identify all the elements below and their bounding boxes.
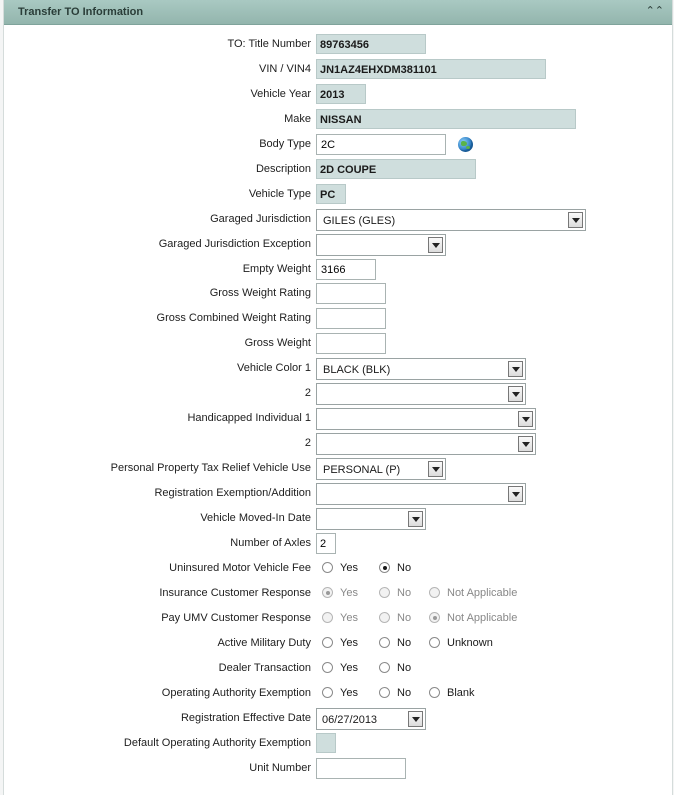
transfer-to-panel <box>3 0 673 795</box>
double-chevron-up-icon[interactable]: ⌃⌃ <box>645 5 664 17</box>
vehicle-year-label: Vehicle Year <box>250 88 311 100</box>
radio-button[interactable] <box>322 687 333 698</box>
uninsured-fee-label: Uninsured Motor Vehicle Fee <box>169 562 311 574</box>
chevron-down-icon[interactable] <box>508 361 523 377</box>
make-label: Make <box>284 113 311 125</box>
vehicle-color-1-select[interactable] <box>316 358 526 380</box>
row-number-of-axles <box>4 532 672 556</box>
gross-combined-weight-rating-label: Gross Combined Weight Rating <box>156 312 311 324</box>
garaged-jurisdiction-label: Garaged Jurisdiction <box>210 213 311 225</box>
radio-label: Yes <box>340 637 358 649</box>
gross-weight-rating-label: Gross Weight Rating <box>209 287 311 299</box>
vehicle-color-2-label: 2 <box>304 387 311 399</box>
row-active-military <box>4 632 672 656</box>
radio-button[interactable] <box>429 587 440 598</box>
row-operating-authority-exemption <box>4 682 672 706</box>
empty-weight-label: Empty Weight <box>242 263 311 275</box>
radio-label: Yes <box>340 587 358 599</box>
chevron-down-icon[interactable] <box>518 436 533 452</box>
garaged-jurisdiction-value: GILES (GLES) <box>323 215 396 227</box>
body-type-input[interactable] <box>316 134 446 155</box>
radio-button[interactable] <box>322 662 333 673</box>
radio-button[interactable] <box>322 612 333 623</box>
row-make <box>4 108 672 132</box>
empty-weight-input[interactable] <box>316 259 376 280</box>
row-handicapped-1 <box>4 407 672 431</box>
registration-exemption-label: Registration Exemption/Addition <box>154 487 311 499</box>
tax-relief-select[interactable] <box>316 458 446 480</box>
unit-number-label: Unit Number <box>249 762 311 774</box>
row-empty-weight <box>4 258 672 282</box>
row-tax-relief <box>4 457 672 481</box>
radio-label: No <box>397 562 412 574</box>
chevron-down-icon[interactable] <box>508 486 523 502</box>
vehicle-year-value: 2013 <box>316 84 366 104</box>
registration-effective-date-value: 06/27/2013 <box>322 714 378 726</box>
radio-label: No <box>397 637 412 649</box>
row-gross-weight-rating <box>4 282 672 306</box>
row-gross-weight <box>4 332 672 356</box>
globe-icon[interactable] <box>458 137 473 152</box>
radio-button[interactable] <box>379 587 390 598</box>
row-handicapped-2 <box>4 432 672 456</box>
row-registration-exemption <box>4 482 672 506</box>
handicapped-1-select[interactable] <box>316 408 536 430</box>
radio-label: Not Applicable <box>447 587 518 599</box>
radio-label: Yes <box>340 687 358 699</box>
title-number-value: 89763456 <box>316 34 426 54</box>
handicapped-1-label: Handicapped Individual 1 <box>187 412 311 424</box>
radio-button[interactable] <box>322 587 333 598</box>
row-gross-combined-weight-rating <box>4 307 672 331</box>
row-pay-umv-response <box>4 607 672 631</box>
row-default-operating-authority-exemption <box>4 732 672 756</box>
row-vehicle-color-2 <box>4 382 672 406</box>
chevron-down-icon[interactable] <box>408 711 423 727</box>
gross-weight-input[interactable] <box>316 333 386 354</box>
radio-label: Unknown <box>447 637 493 649</box>
radio-label: No <box>397 662 412 674</box>
moved-in-date-label: Vehicle Moved-In Date <box>200 512 311 524</box>
row-description <box>4 158 672 182</box>
body-type-label: Body Type <box>259 138 311 150</box>
description-label: Description <box>255 163 311 175</box>
number-of-axles-label: Number of Axles <box>230 537 311 549</box>
dealer-transaction-label: Dealer Transaction <box>218 662 311 674</box>
garaged-jurisdiction-exception-label: Garaged Jurisdiction Exception <box>158 238 311 250</box>
gross-combined-weight-rating-input[interactable] <box>316 308 386 329</box>
radio-label: Yes <box>340 562 358 574</box>
registration-exemption-select[interactable] <box>316 483 526 505</box>
row-vehicle-type <box>4 183 672 207</box>
radio-label: Not Applicable <box>447 612 518 624</box>
chevron-down-icon[interactable] <box>508 386 523 402</box>
title-number-label: TO: Title Number <box>227 38 311 50</box>
chevron-down-icon[interactable] <box>428 461 443 477</box>
chevron-down-icon[interactable] <box>568 212 583 228</box>
vin-value: JN1AZ4EHXDM381101 <box>316 59 546 79</box>
description-value: 2D COUPE <box>316 159 476 179</box>
row-moved-in-date <box>4 507 672 531</box>
vehicle-color-1-value: BLACK (BLK) <box>323 364 391 376</box>
gross-weight-label: Gross Weight <box>244 337 311 349</box>
panel-header[interactable] <box>4 0 672 25</box>
radio-button[interactable] <box>429 612 440 623</box>
radio-button[interactable] <box>379 637 390 648</box>
vehicle-type-label: Vehicle Type <box>248 188 311 200</box>
radio-label: No <box>397 687 412 699</box>
radio-label: No <box>397 612 412 624</box>
radio-label: Yes <box>340 662 358 674</box>
default-operating-authority-exemption-value <box>316 733 336 753</box>
chevron-down-icon[interactable] <box>428 237 443 253</box>
vehicle-color-1-label: Vehicle Color 1 <box>237 362 311 374</box>
radio-button[interactable] <box>379 562 390 573</box>
radio-button[interactable] <box>429 687 440 698</box>
operating-authority-exemption-label: Operating Authority Exemption <box>161 687 311 699</box>
row-vehicle-year <box>4 83 672 107</box>
handicapped-2-select[interactable] <box>316 433 536 455</box>
chevron-down-icon[interactable] <box>518 411 533 427</box>
radio-button[interactable] <box>322 562 333 573</box>
active-military-label: Active Military Duty <box>217 637 311 649</box>
insurance-response-label: Insurance Customer Response <box>159 587 311 599</box>
radio-label: Blank <box>447 687 475 699</box>
row-garaged-jurisdiction <box>4 208 672 232</box>
row-registration-effective-date <box>4 707 672 731</box>
row-vehicle-color-1 <box>4 357 672 381</box>
row-vin <box>4 58 672 82</box>
row-title-number <box>4 33 672 57</box>
unit-number-input[interactable] <box>316 758 406 779</box>
radio-button[interactable] <box>429 637 440 648</box>
registration-effective-date-picker[interactable] <box>316 708 426 730</box>
panel-title: Transfer TO Information <box>18 6 144 18</box>
make-value: NISSAN <box>316 109 576 129</box>
radio-label: Yes <box>340 612 358 624</box>
radio-button[interactable] <box>379 612 390 623</box>
radio-button[interactable] <box>379 662 390 673</box>
default-operating-authority-exemption-label: Default Operating Authority Exemption <box>123 737 311 749</box>
radio-button[interactable] <box>379 687 390 698</box>
vehicle-type-value: PC <box>316 184 346 204</box>
chevron-down-icon[interactable] <box>408 511 423 527</box>
row-unit-number <box>4 757 672 781</box>
vehicle-color-2-select[interactable] <box>316 383 526 405</box>
radio-label: No <box>397 587 412 599</box>
radio-button[interactable] <box>322 637 333 648</box>
pay-umv-response-label: Pay UMV Customer Response <box>161 612 311 624</box>
moved-in-date-picker[interactable] <box>316 508 426 530</box>
row-garaged-jurisdiction-exception <box>4 233 672 257</box>
row-dealer-transaction <box>4 657 672 681</box>
handicapped-2-label: 2 <box>304 437 311 449</box>
gross-weight-rating-input[interactable] <box>316 283 386 304</box>
garaged-jurisdiction-exception-select[interactable] <box>316 234 446 256</box>
vin-label: VIN / VIN4 <box>259 63 311 75</box>
garaged-jurisdiction-select[interactable] <box>316 209 586 231</box>
registration-effective-date-label: Registration Effective Date <box>180 712 311 724</box>
row-uninsured-fee <box>4 557 672 581</box>
number-of-axles-input[interactable] <box>316 533 336 554</box>
row-body-type <box>4 133 672 157</box>
row-insurance-response <box>4 582 672 606</box>
tax-relief-label: Personal Property Tax Relief Vehicle Use <box>110 462 311 474</box>
tax-relief-value: PERSONAL (P) <box>323 464 401 476</box>
